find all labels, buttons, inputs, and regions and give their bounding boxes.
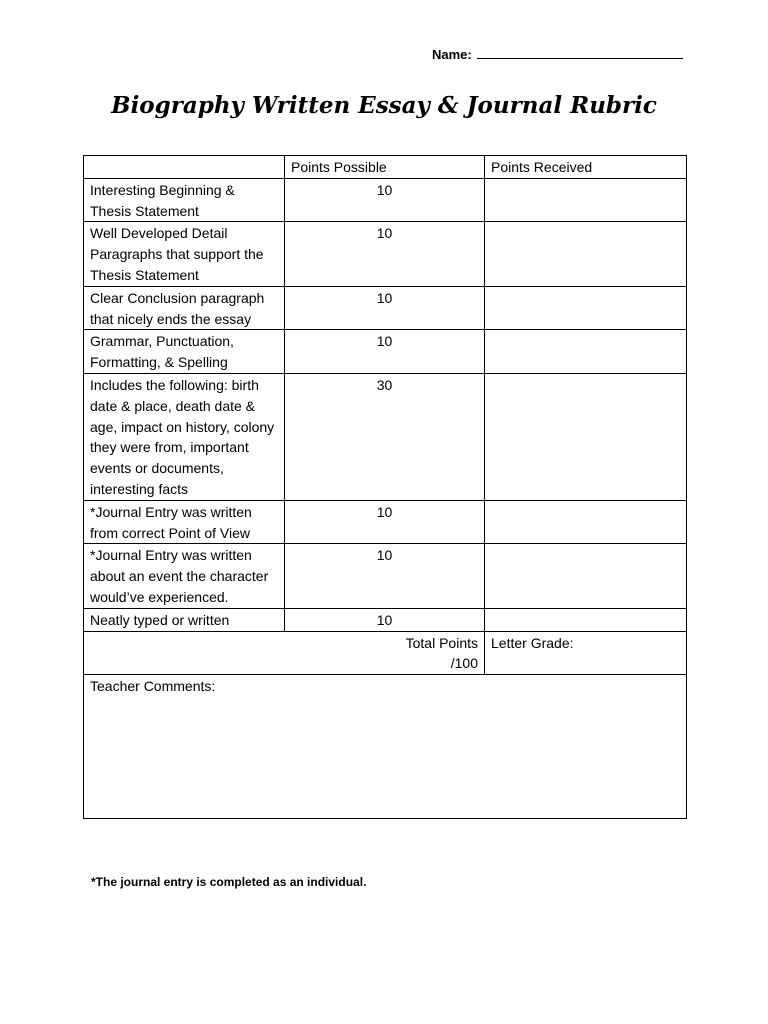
table-row: [84, 608, 687, 631]
criterion-cell: Neatly typed or written: [84, 608, 285, 631]
points-possible-cell: 30: [285, 373, 485, 500]
points-received-cell: [485, 500, 687, 544]
points-received-cell: [485, 373, 687, 500]
points-received-cell: [485, 608, 687, 631]
name-blank-line: [477, 46, 683, 59]
letter-grade-cell: Letter Grade:: [485, 631, 687, 675]
criterion-cell: *Journal Entry was written from correct Point of View: [84, 500, 285, 544]
teacher-comments-cell: Teacher Comments:: [84, 675, 687, 819]
table-header-row: [84, 156, 687, 179]
criterion-cell: Interesting Beginning & Thesis Statement: [84, 178, 285, 222]
name-field: [432, 46, 683, 62]
points-received-cell: [485, 286, 687, 330]
points-possible-cell: 10: [285, 500, 485, 544]
column-header-points-received: Points Received: [485, 156, 687, 179]
rubric-table: [83, 155, 687, 819]
points-received-cell: [485, 330, 687, 374]
table-row: [84, 178, 687, 222]
footnote: *The journal entry is completed as an individual.: [91, 875, 367, 889]
criterion-cell: Clear Conclusion paragraph that nicely ends the essay: [84, 286, 285, 330]
points-possible-cell: 10: [285, 178, 485, 222]
comments-row: [84, 675, 687, 819]
table-row: [84, 330, 687, 374]
criterion-cell: Grammar, Punctuation, Formatting, & Spelling: [84, 330, 285, 374]
points-possible-cell: 10: [285, 608, 485, 631]
page-title: Biography Written Essay & Journal Rubric: [111, 92, 657, 119]
table-row: [84, 286, 687, 330]
table-row: [84, 500, 687, 544]
total-points-label: Total Points: [405, 634, 478, 651]
table-row: [84, 544, 687, 608]
criterion-cell: Well Developed Detail Paragraphs that support the Thesis Statement: [84, 222, 285, 286]
total-points-value: /100: [450, 655, 478, 672]
points-possible-cell: 10: [285, 286, 485, 330]
table-row: [84, 373, 687, 500]
points-possible-cell: 10: [285, 544, 485, 608]
points-received-cell: [485, 222, 687, 286]
total-points-cell: [84, 631, 485, 675]
name-label: Name:: [432, 47, 472, 62]
criterion-cell: *Journal Entry was written about an event the character would’ve experienced.: [84, 544, 285, 608]
criterion-cell: Includes the following: birth date & place, death date & age, impact on history, colony they were from, important events or documents, interesting facts: [84, 373, 285, 500]
table-row: [84, 222, 687, 286]
points-received-cell: [485, 544, 687, 608]
column-header-criterion: [84, 156, 285, 179]
points-possible-cell: 10: [285, 222, 485, 286]
total-row: [84, 631, 687, 675]
points-possible-cell: 10: [285, 330, 485, 374]
column-header-points-possible: Points Possible: [285, 156, 485, 179]
points-received-cell: [485, 178, 687, 222]
